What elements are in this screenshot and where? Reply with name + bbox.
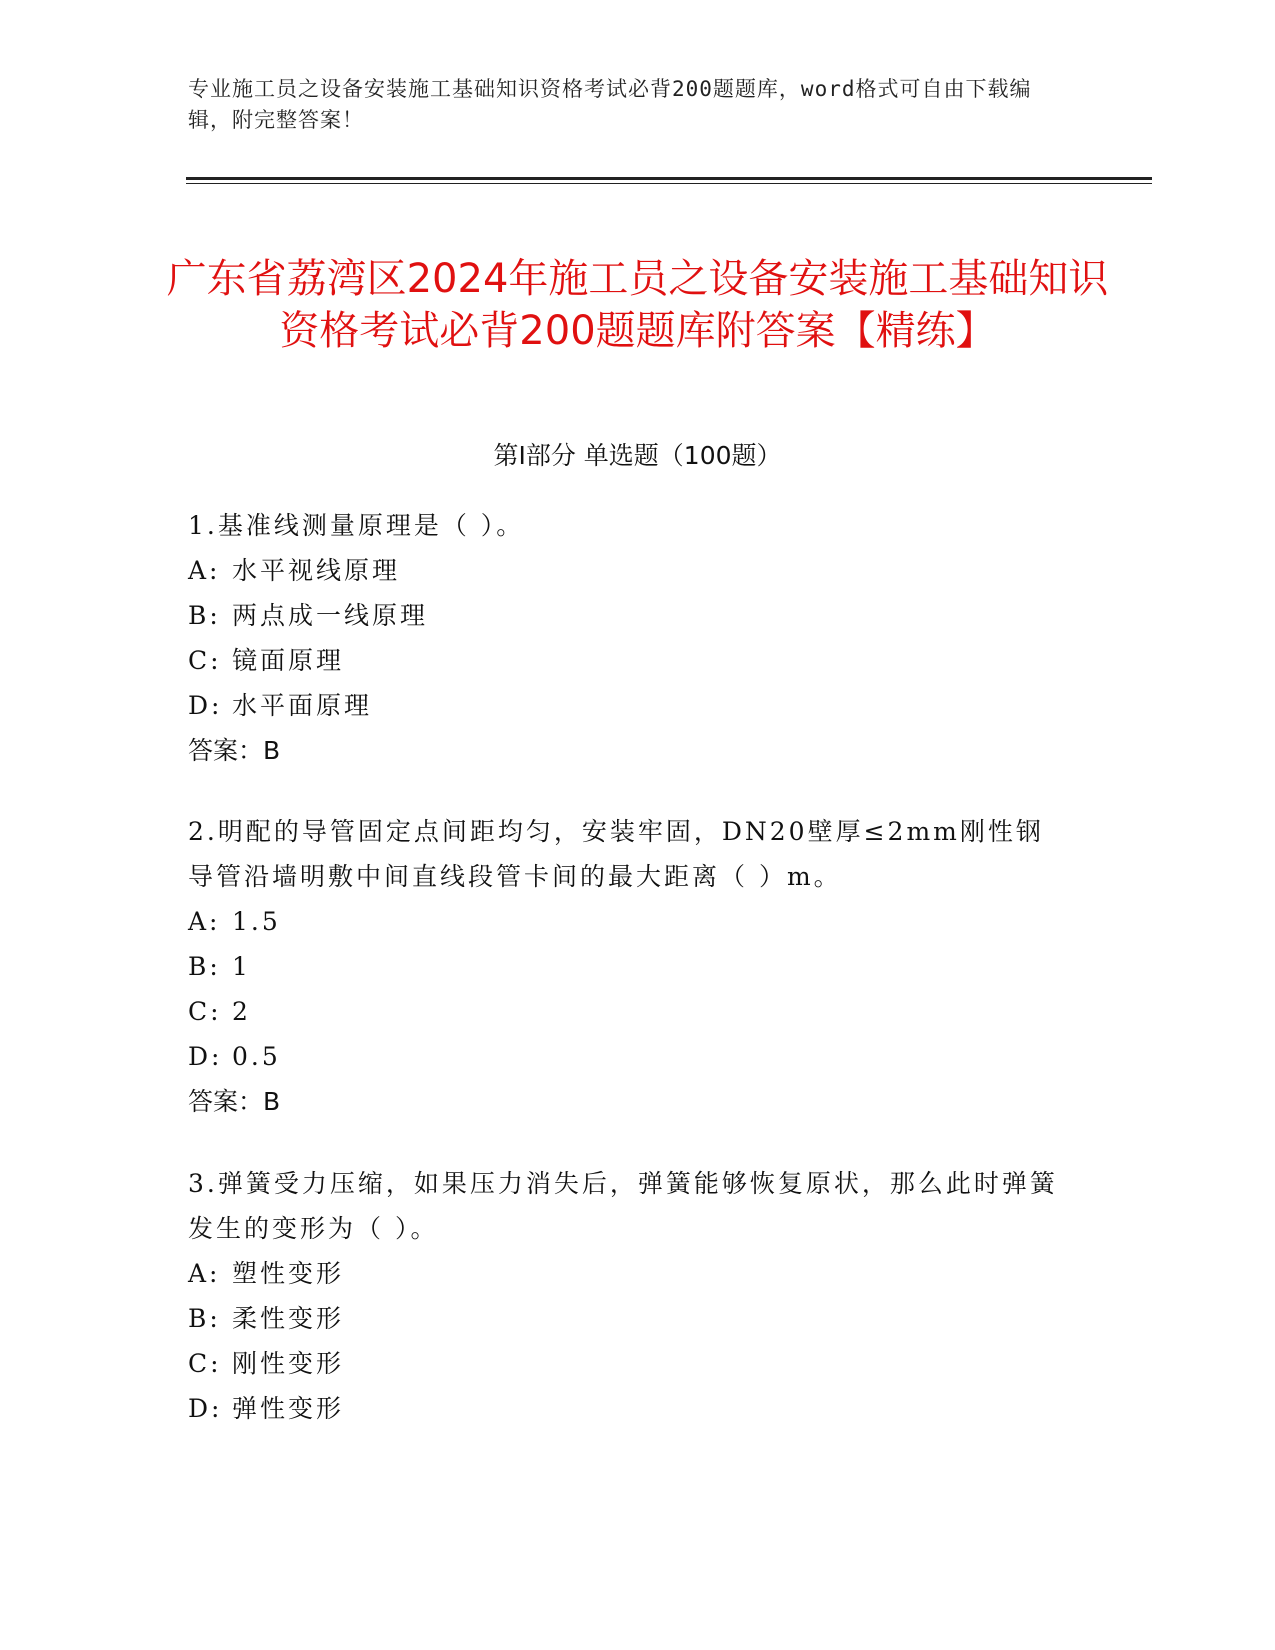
option-letter: B: [188,1304,221,1333]
option-text: 2 [232,997,251,1026]
option-letter: B: [188,601,221,630]
question-2 [188,809,1068,1124]
document-header-note: 专业施工员之设备安装施工基础知识资格考试必背200题题库，word格式可自由下载编辑，附完整答案！ [188,77,1032,132]
option-a [188,548,1068,593]
option-text: 1 [232,952,251,981]
option-d [188,1386,1068,1431]
option-b [188,1296,1068,1341]
option-text: 水平面原理 [232,691,373,720]
option-letter: A: [188,907,221,936]
option-letter: C: [188,997,222,1026]
option-a [188,1251,1068,1296]
option-c [188,1341,1068,1386]
header-divider-thick [186,177,1152,180]
option-text: 刚性变形 [232,1349,345,1378]
option-letter: A: [188,556,221,585]
option-text: 0.5 [232,1042,281,1071]
option-text: 弹性变形 [232,1394,345,1423]
option-letter: D: [188,1042,223,1071]
question-stem: 1.基准线测量原理是（ ）。 [188,511,525,540]
section-heading: 第I部分 单选题（100题） [493,441,782,470]
option-text: 柔性变形 [232,1304,345,1333]
document-title: 广东省荔湾区2024年施工员之设备安装施工基础知识资格考试必背200题题库附答案【精练】 [166,255,1109,354]
option-text: 1.5 [232,907,281,936]
option-b [188,593,1068,638]
option-c [188,989,1068,1034]
option-text: 水平视线原理 [232,556,401,585]
option-letter: D: [188,691,223,720]
option-text: 两点成一线原理 [232,601,429,630]
option-d [188,1034,1068,1079]
question-1 [188,503,1068,773]
option-letter: B: [188,952,221,981]
option-letter: C: [188,1349,222,1378]
option-text: 镜面原理 [232,646,345,675]
header-divider-thin [186,183,1152,184]
option-text: 塑性变形 [232,1259,345,1288]
option-letter: C: [188,646,222,675]
question-3 [188,1161,1068,1431]
option-c [188,638,1068,683]
answer-line: 答案：B [188,736,281,765]
question-stem: 3.弹簧受力压缩，如果压力消失后，弹簧能够恢复原状，那么此时弹簧发生的变形为（ ）。 [188,1169,1058,1243]
option-b [188,944,1068,989]
question-stem: 2.明配的导管固定点间距均匀，安装牢固，DN20壁厚≤2mm刚性钢导管沿墙明敷中间直线段管卡间的最大距离（ ）m。 [188,817,1044,891]
option-letter: D: [188,1394,223,1423]
option-d [188,683,1068,728]
option-letter: A: [188,1259,221,1288]
option-a [188,899,1068,944]
answer-line: 答案：B [188,1087,281,1116]
